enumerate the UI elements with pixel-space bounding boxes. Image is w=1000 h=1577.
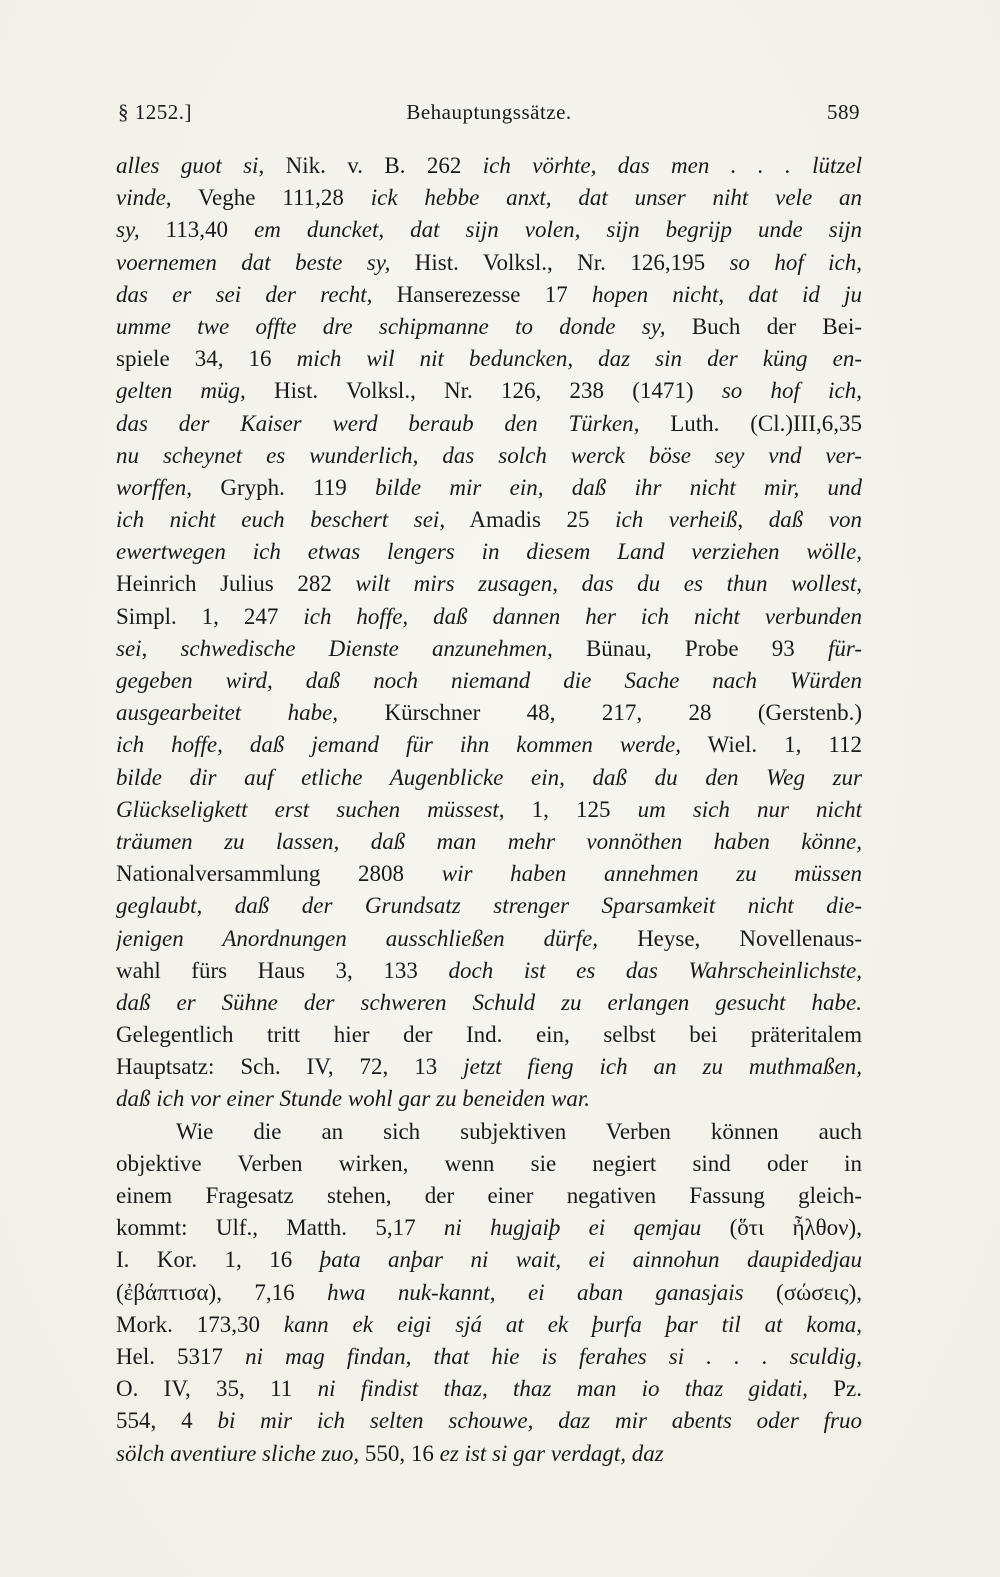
text-line: bilde dir auf etliche Augenblicke ein, daß du den Weg zur — [116, 764, 862, 790]
text-line: Simpl. 1, 247 ich hoffe, daß dannen her ich nicht verbunden — [116, 603, 862, 629]
text-line: daß ich vor einer Stunde wohl gar zu beneiden war. — [116, 1086, 591, 1112]
text-line: ich hoffe, daß jemand für ihn kommen werde, Wiel. 1, 112 — [116, 732, 862, 758]
text-line: Hel. 5317 ni mag findan, that hie is ferahes si . . . sculdig, — [116, 1343, 862, 1369]
text-line: O. IV, 35, 11 ni findist thaz, thaz man io thaz gidati, Pz. — [116, 1376, 862, 1402]
text-line: wahl fürs Haus 3, 133 doch ist es das Wahrscheinlichste, — [116, 957, 862, 983]
text-line: daß er Sühne der schweren Schuld zu erlangen gesucht habe. — [116, 989, 862, 1015]
text-line: I. Kor. 1, 16 þata anþar ni wait, ei ainnohun daupidedjau — [116, 1247, 862, 1273]
text-line: Heinrich Julius 282 wilt mirs zusagen, das du es thun wollest, — [116, 571, 862, 597]
section-number: § 1252.] — [118, 100, 192, 124]
text-line: ich nicht euch beschert sei, Amadis 25 ich verheiß, daß von — [116, 507, 862, 533]
text-line: gelten müg, Hist. Volksl., Nr. 126, 238 (1471) so hof ich, — [116, 378, 862, 404]
text-line: das der Kaiser werd beraub den Türken, Luth. (Cl.)III,6,35 — [116, 410, 862, 436]
text-line: gegeben wird, daß noch niemand die Sache nach Würden — [116, 668, 862, 693]
text-line: Wie die an sich subjektiven Verben können auch — [176, 1118, 862, 1144]
text-line: träumen zu lassen, daß man mehr vonnöthen haben könne, — [116, 828, 862, 854]
text-line: sei, schwedische Dienste anzunehmen, Bünau, Probe 93 für- — [116, 635, 862, 661]
text-line: vinde, Veghe 111,28 ick hebbe anxt, dat unser niht vele an — [116, 185, 862, 211]
text-line: ausgearbeitet habe, Kürschner 48, 217, 28 (Gerstenb.) — [116, 700, 862, 726]
text-line: spiele 34, 16 mich wil nit beduncken, daz sin der küng en- — [116, 346, 862, 372]
text-line: (ἐβάπτισα), 7,16 hwa nuk-kannt, ei aban ganasjais (σώσεις), — [116, 1279, 862, 1305]
text-line: sölch aventiure sliche zuo, 550, 16 ez ist si gar verdagt, daz — [116, 1440, 664, 1466]
running-header — [118, 100, 860, 130]
text-line: einem Fragesatz stehen, der einer negativen Fassung gleich- — [116, 1183, 862, 1208]
text-line: ewertwegen ich etwas lengers in diesem Land verziehen wölle, — [116, 539, 862, 565]
text-line: worffen, Gryph. 119 bilde mir ein, daß ihr nicht mir, und — [116, 474, 862, 500]
text-line: Mork. 173,30 kann ek eigi sjá at ek þurfa þar til at koma, — [116, 1311, 862, 1337]
text-line: objektive Verben wirken, wenn sie negiert sind oder in — [116, 1150, 862, 1176]
text-line: umme twe offte dre schipmanne to donde sy, Buch der Bei- — [116, 313, 862, 339]
text-line: Hauptsatz: Sch. IV, 72, 13 jetzt fieng ich an zu muthmaßen, — [116, 1054, 862, 1080]
text-line: geglaubt, daß der Grundsatz strenger Sparsamkeit nicht die- — [116, 893, 862, 919]
text-line: das er sei der recht, Hanserezesse 17 hopen nicht, dat id ju — [116, 281, 862, 307]
text-line: voernemen dat beste sy, Hist. Volksl., Nr. 126,195 so hof ich, — [116, 249, 862, 275]
text-line: kommt: Ulf., Matth. 5,17 ni hugjaiþ ei qemjau (ὅτι ἦλθον), — [116, 1215, 862, 1241]
text-line: Glückseligkett erst suchen müssest, 1, 125 um sich nur nicht — [116, 796, 862, 822]
page-body-text — [116, 150, 862, 1470]
text-line: alles guot si, Nik. v. B. 262 ich vörhte, das men . . . lützel — [116, 153, 862, 178]
text-line: Gelegentlich tritt hier der Ind. ein, selbst bei präteritalem — [116, 1022, 862, 1048]
text-line: jenigen Anordnungen ausschließen dürfe, Heyse, Novellenaus- — [116, 925, 862, 951]
page-number: 589 — [827, 100, 860, 124]
running-title: Behauptungssätze. — [406, 100, 572, 124]
text-line: nu scheynet es wunderlich, das solch werck böse sey vnd ver- — [116, 442, 862, 468]
text-line: Nationalversammlung 2808 wir haben annehmen zu müssen — [116, 861, 862, 887]
text-line: sy, 113,40 em duncket, dat sijn volen, sijn begrijp unde sijn — [116, 217, 862, 243]
text-line: 554, 4 bi mir ich selten schouwe, daz mir abents oder fruo — [116, 1408, 862, 1434]
